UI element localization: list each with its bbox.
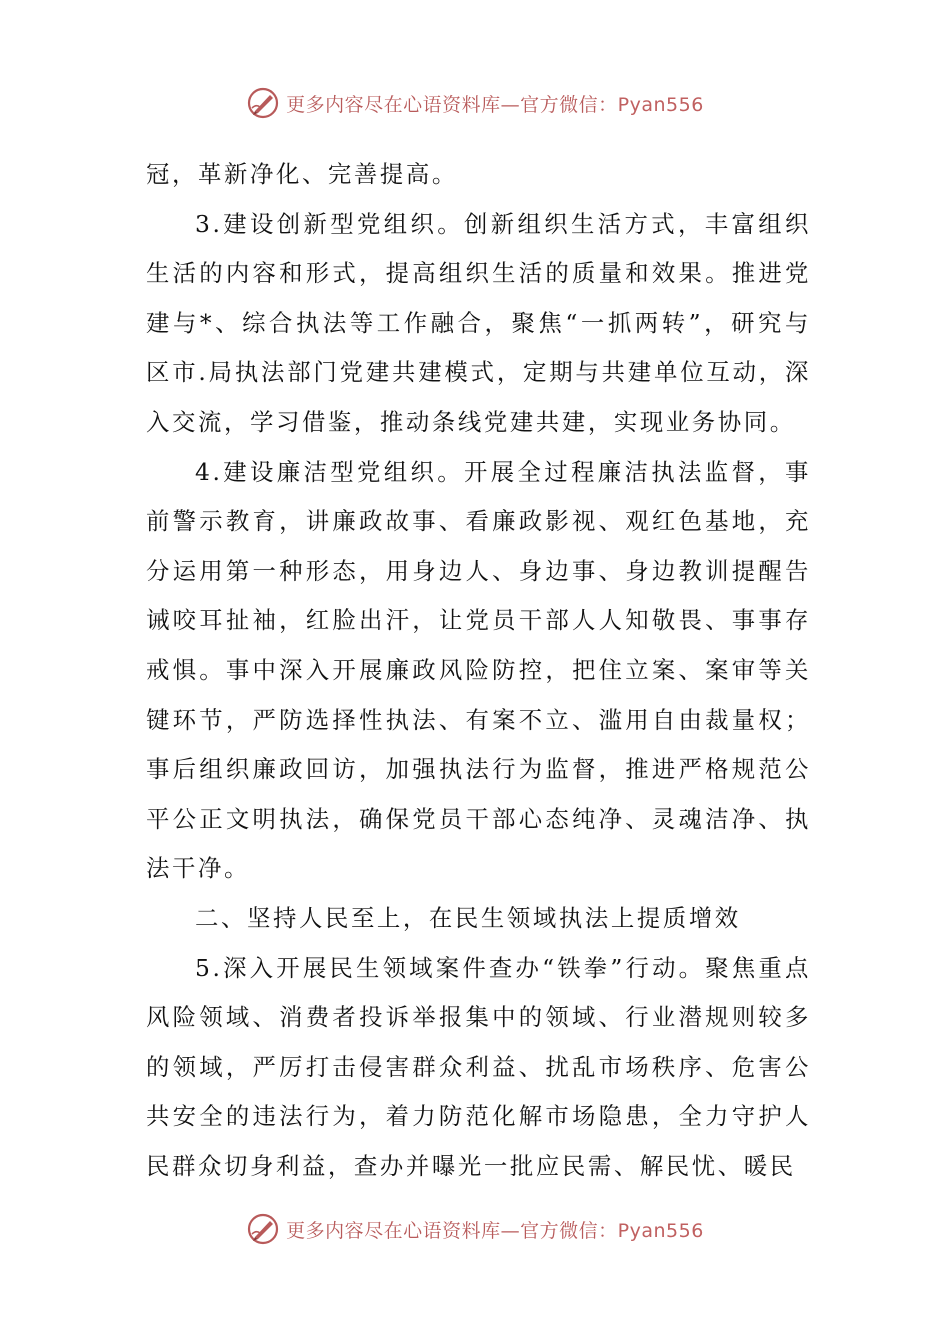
paragraph-item-4: 4.建设廉洁型党组织。开展全过程廉洁执法监督，事前警示教育，讲廉政故事、看廉政影视、观红色基地，充分运用第一种形态，用身边人、身边事、身边教训提醒告诫咬耳扯袖，红脸出汗，让党员干部人人知敬畏、事事存戒惧。事中深入开展廉政风险防控，把住立案、案审等关键环节，严防选择性执法、有案不立、滥用自由裁量权；事后组织廉政回访，加强执法行为监督，推进严格规范公平公正文明执法，确保党员干部心态纯净、灵魂洁净、执法干净。	[146, 457, 811, 883]
section-heading-2: 二、坚持人民至上，在民生领域执法上提质增效	[195, 903, 741, 932]
header-watermark-banner	[0, 78, 950, 128]
pen-logo-icon	[246, 86, 280, 120]
document-body	[146, 150, 811, 1191]
wechat-id: Pyan556	[617, 93, 704, 116]
pen-logo-icon	[246, 1212, 280, 1246]
wechat-id: Pyan556	[617, 1219, 704, 1242]
paragraph-continuation: 冠，革新净化、完善提高。	[146, 160, 458, 188]
paragraph-item-3: 3.建设创新型党组织。创新组织生活方式，丰富组织生活的内容和形式，提高组织生活的质量和效果。推进党建与*、综合执法等工作融合，聚焦“一抓两转”，研究与区市.局执法部门党建共建模式，定期与共建单位互动，深入交流，学习借鉴，推动条线党建共建，实现业务协同。	[146, 209, 811, 436]
watermark-text: 更多内容尽在心语资料库—官方微信：Pyan556	[286, 1219, 704, 1242]
watermark-text: 更多内容尽在心语资料库—官方微信：Pyan556	[286, 93, 704, 116]
footer-watermark-banner	[0, 1204, 950, 1254]
paragraph-item-5: 5.深入开展民生领域案件查办“铁拳”行动。聚焦重点风险领域、消费者投诉举报集中的领域、行业潜规则较多的领域，严厉打击侵害群众利益、扰乱市场秩序、危害公共安全的违法行为，着力防范化解市场隐患，全力守护人民群众切身利益，查办并曝光一批应民需、解民忧、暖民	[146, 953, 811, 1180]
